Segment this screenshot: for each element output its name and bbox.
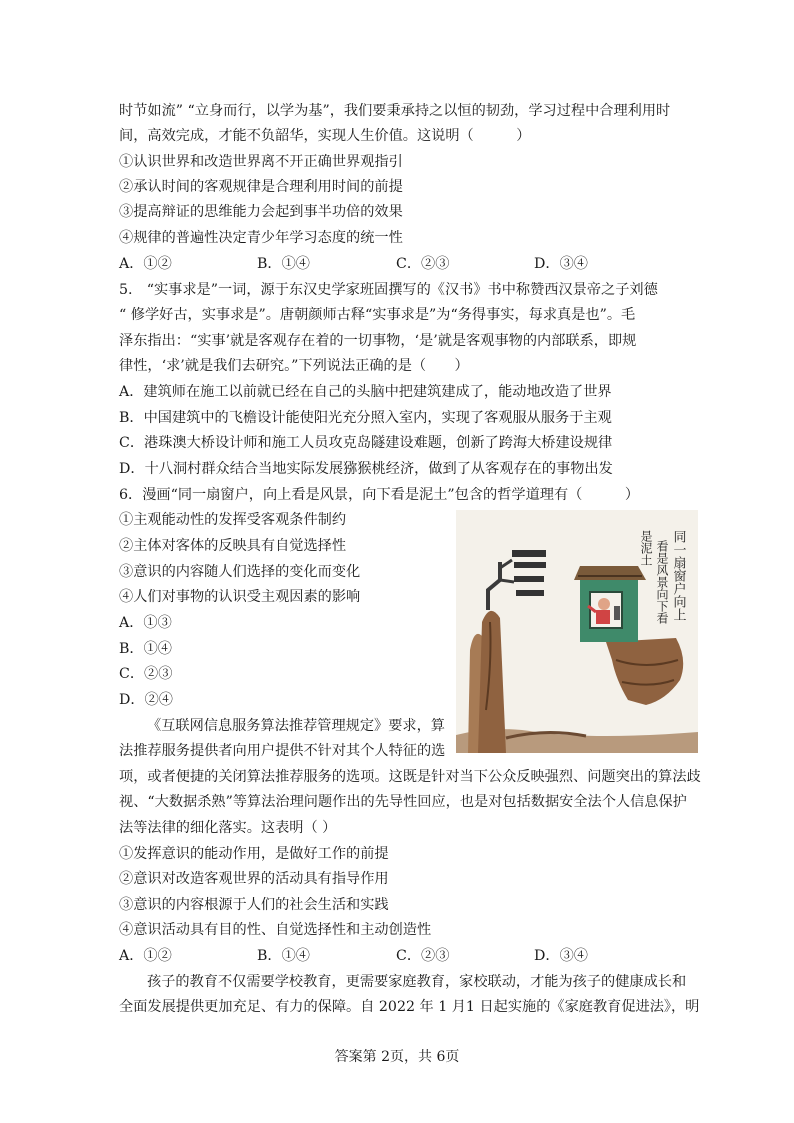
option-c: C．港珠澳大桥设计师和施工人员攻克岛隧建设难题，创新了跨海大桥建设规律 xyxy=(119,435,613,451)
paragraph-line: 孩子的教育不仅需要学校教育，更需要家庭教育，家校联动，才能为孩子的健康成长和 xyxy=(147,974,687,990)
statement-2: ②承认时间的客观规律是合理利用时间的前提 xyxy=(119,179,403,195)
question-5: 5. “实事求是”一词，源于东汉史学家班固撰写的《汉书》书中称赞西汉景帝之子刘德 xyxy=(119,282,658,298)
option-b: B．①④ xyxy=(119,641,172,657)
option-c: C．②③ xyxy=(396,948,450,964)
statement-1: ①发挥意识的能动作用，是做好工作的前提 xyxy=(119,846,389,862)
option-d: D．③④ xyxy=(534,256,588,272)
statement-3: ③意识的内容随人们选择的变化而变化 xyxy=(119,564,361,580)
option-b: B．中国建筑中的飞檐设计能使阳光充分照入室内，实现了客观服从服务于主观 xyxy=(119,410,612,426)
paragraph-line: 法推荐服务提供者向用户提供不针对其个人特征的选 xyxy=(119,743,446,759)
option-a: A．①② xyxy=(119,256,172,272)
cartoon-illustration xyxy=(456,510,698,753)
paragraph-line: 项，或者便捷的关闭算法推荐服务的选项。这既是针对当下公众反映强烈、问题突出的算法歧 xyxy=(119,769,701,785)
paragraph-line: 《互联网信息服务算法推荐管理规定》要求，算 xyxy=(147,718,445,734)
statement-3: ③意识的内容根源于人们的社会生活和实践 xyxy=(119,897,389,913)
page-footer: 答案第 2页，共 6页 xyxy=(334,1049,460,1065)
statement-1: ①主观能动性的发挥受客观条件制约 xyxy=(119,512,347,528)
option-c: C．②③ xyxy=(396,256,450,272)
option-b: B．①④ xyxy=(257,948,310,964)
statement-3: ③提高辩证的思维能力会起到事半功倍的效果 xyxy=(119,204,403,220)
statement-2: ②主体对客体的反映具有自觉选择性 xyxy=(119,538,347,554)
paragraph-line: 法等法律的细化落实。这表明（ ） xyxy=(119,820,337,836)
cartoon-caption: 是泥土 xyxy=(639,530,653,566)
option-a: A．①③ xyxy=(119,615,172,631)
cartoon-caption: 同一扇窗户向上 xyxy=(670,530,686,621)
text-line: 间，高效完成，才能不负韶华，实现人生价值。这说明（ ） xyxy=(119,128,531,144)
option-b: B．①④ xyxy=(257,256,310,272)
statement-4: ④规律的普遍性决定青少年学习态度的统一性 xyxy=(119,230,403,246)
text-line: 律性，‘求’就是我们去研究。”下列说法正确的是（ ） xyxy=(119,358,469,374)
statement-4: ④人们对事物的认识受主观因素的影响 xyxy=(119,589,361,605)
option-a: A．建筑师在施工以前就已经在自己的头脑中把建筑建成了，能动地改造了世界 xyxy=(119,384,612,400)
text-line: “ 修学好古，实事求是”。唐朝颜师古释“实事求是”为“务得事实，每求真是也”。毛 xyxy=(119,307,636,323)
option-d: D．③④ xyxy=(534,948,588,964)
statement-1: ①认识世界和改造世界离不开正确世界观指引 xyxy=(119,154,403,170)
option-d: D．十八洞村群众结合当地实际发展猕猴桃经济，做到了从客观存在的事物出发 xyxy=(119,461,613,477)
statement-2: ②意识对改造客观世界的活动具有指导作用 xyxy=(119,871,389,887)
cartoon-caption: 看是风景向下看 xyxy=(655,540,669,624)
paragraph-line: 视、“大数据杀熟”等算法治理问题作出的先导性回应，也是对包括数据安全法个人信息保护 xyxy=(119,794,687,810)
paragraph-line: 全面发展提供更加充足、有力的保障。自 2022 年 1 月1 日起实施的《家庭教育促进法》，明 xyxy=(119,999,700,1015)
option-d: D．②④ xyxy=(119,692,173,708)
option-a: A．①② xyxy=(119,948,172,964)
question-6: 6．漫画“同一扇窗户，向上看是风景，向下看是泥土”包含的哲学道理有（ ） xyxy=(119,487,640,503)
statement-4: ④意识活动具有目的性、自觉选择性和主动创造性 xyxy=(119,922,432,938)
option-c: C．②③ xyxy=(119,666,173,682)
text-line: 时节如流” “立身而行，以学为基”，我们要秉承持之以恒的韧劲，学习过程中合理利用时 xyxy=(119,103,671,119)
text-line: 泽东指出：“实事’就是客观存在着的一切事物，‘是’就是客观事物的内部联系，即规 xyxy=(119,333,637,349)
